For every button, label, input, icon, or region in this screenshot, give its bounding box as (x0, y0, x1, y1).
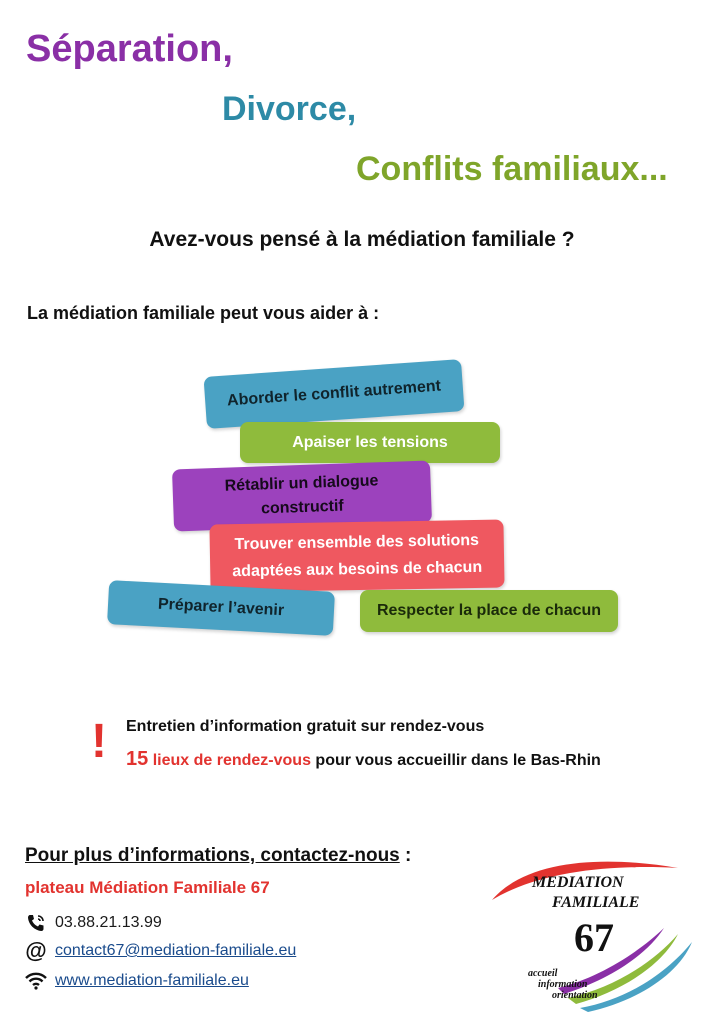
logo-tagline-orientation: orientation (552, 990, 598, 1001)
org-name: plateau Médiation Familiale 67 (25, 878, 270, 897)
phone-number[interactable]: 03.88.21.13.99 (55, 914, 162, 931)
contact-heading (25, 845, 411, 867)
phone-icon (25, 912, 47, 934)
logo-line2: FAMILIALE (552, 894, 640, 911)
info-free-meeting: Entretien d’information gratuit sur rendez-vous (126, 718, 485, 735)
logo-line1: MEDIATION (532, 874, 624, 891)
logo-tagline-accueil: accueil (528, 968, 558, 979)
mediation-familiale-logo (488, 838, 698, 1013)
main-question: Avez-vous pensé à la médiation familiale ? (149, 228, 575, 251)
benefit-pill-future: Préparer l’avenir (107, 580, 335, 636)
contact-heading-colon: : (399, 845, 412, 866)
wifi-icon (25, 970, 47, 992)
email-row (25, 940, 296, 962)
at-icon: @ (25, 938, 47, 963)
headline-conflicts: Conflits familiaux... (356, 150, 668, 188)
headline-divorce: Divorce, (222, 90, 357, 128)
logo-number: 67 (574, 915, 614, 960)
locations-rest: pour vous accueillir dans le Bas-Rhin (315, 752, 601, 769)
website-link[interactable]: www.mediation-familiale.eu (55, 972, 249, 989)
phone-row (25, 912, 162, 934)
benefit-pill-solutions (209, 519, 504, 592)
benefit-pill-conflict: Aborder le conflit autrement (204, 359, 465, 429)
headline-separation: Séparation, (26, 28, 233, 70)
contact-heading-text: Pour plus d’informations, contactez-nous (25, 845, 400, 866)
info-locations (126, 748, 601, 771)
exclamation-icon: ! (91, 715, 107, 768)
email-link[interactable]: contact67@mediation-familiale.eu (55, 942, 297, 959)
logo-tagline-information: information (538, 979, 588, 990)
website-row (25, 970, 249, 992)
locations-label: lieux de rendez-vous (152, 752, 311, 769)
benefit-pill-tensions: Apaiser les tensions (240, 422, 500, 463)
benefit-pill-respect: Respecter la place de chacun (360, 590, 618, 632)
intro-text: La médiation familiale peut vous aider à : (27, 303, 380, 323)
benefit-label: Trouver ensemble des solutions adaptées aux besoins de chacun (232, 531, 483, 581)
locations-count: 15 (126, 748, 149, 770)
benefit-label: Rétablir un dialogue constructif (224, 472, 379, 518)
